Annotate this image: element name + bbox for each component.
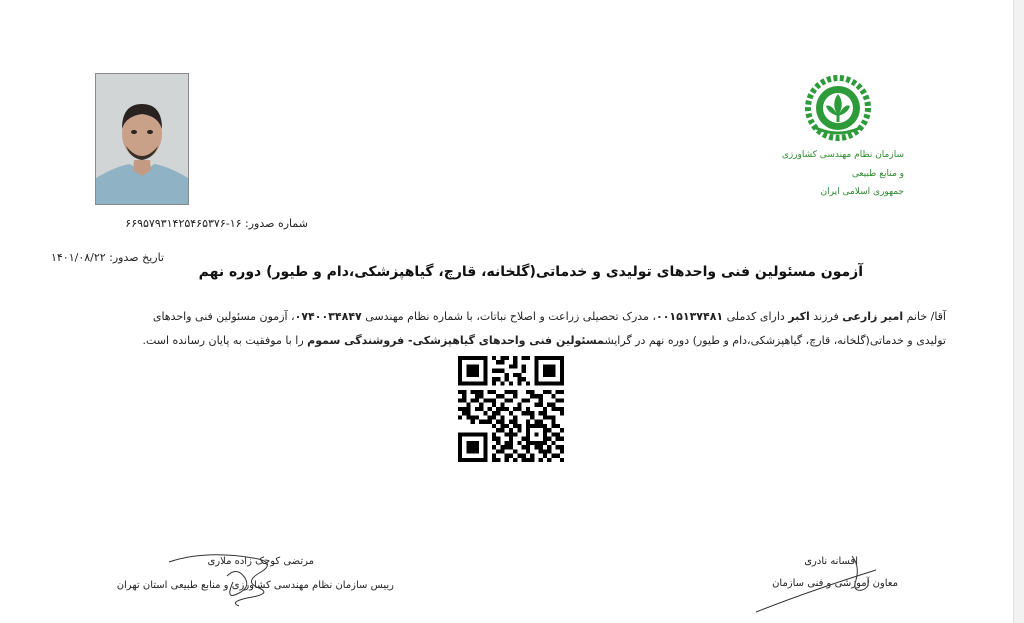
left-signatory-title: رییس سازمان نظام مهندسی کشاورزی و منابع طبیعی استان تهران [116, 580, 394, 591]
engineering-number: ۰۷۴۰۰۳۴۸۴۷ [294, 310, 362, 323]
organization-name-line1: سازمان نظام مهندسی کشاورزی [781, 150, 904, 160]
issue-date: تاریخ صدور: ۱۴۰۱/۰۸/۲۲ [50, 251, 164, 264]
field-of-study: مسئولین فنی واحدهای گیاهپزشکی- فروشندگی سموم [307, 334, 605, 347]
national-id: ۰۰۱۵۱۳۷۴۸۱ [656, 310, 724, 323]
body-text-part: آقا/ خانم [903, 310, 946, 323]
father-name: اکبر [788, 310, 810, 323]
right-signatory-name: افسانه نادری [804, 556, 858, 567]
organization-name-line2: و منابع طبیعی [851, 169, 904, 179]
body-text-part: دارای کدملی [723, 310, 789, 323]
body-text-part: فرزند [809, 310, 843, 323]
qr-code [458, 356, 564, 462]
profile-photo [95, 73, 189, 205]
right-signatory-title: معاون آموزشی و فنی سازمان [772, 578, 898, 589]
agricultural-engineering-emblem-icon [800, 72, 876, 144]
organization-name-line3: جمهوری اسلامی ایران [820, 187, 904, 197]
body-text-part: را با موفقیت به پایان رسانده است. [142, 334, 308, 347]
certificate-body [120, 305, 946, 353]
left-signatory-name: مرتضی کوچک زاده ملاری [207, 556, 314, 567]
holder-name: امیر زارعی [842, 310, 904, 323]
body-text-part: ، مدرک تحصیلی زراعت و اصلاح نباتات، با شماره نظام مهندسی [361, 310, 656, 323]
certificate-title: آزمون مسئولین فنی واحدهای تولیدی و خدماتی(گلخانه، قارچ، گیاهپزشکی،دام و طیور) دوره نهم [198, 264, 863, 280]
issue-number: شماره صدور: ۱۶-۶۶۹۵۷۹۳۱۴۲۵۴۶۵۳۷۶ [125, 217, 308, 230]
page-edge [1013, 0, 1024, 623]
body-text-part: ، آزمون مسئولین فنی واحدهای تولیدی و خدماتی(گلخانه، قارچ، گیاهپزشکی،دام و طیور) دوره نهم در گرایش [152, 310, 946, 347]
